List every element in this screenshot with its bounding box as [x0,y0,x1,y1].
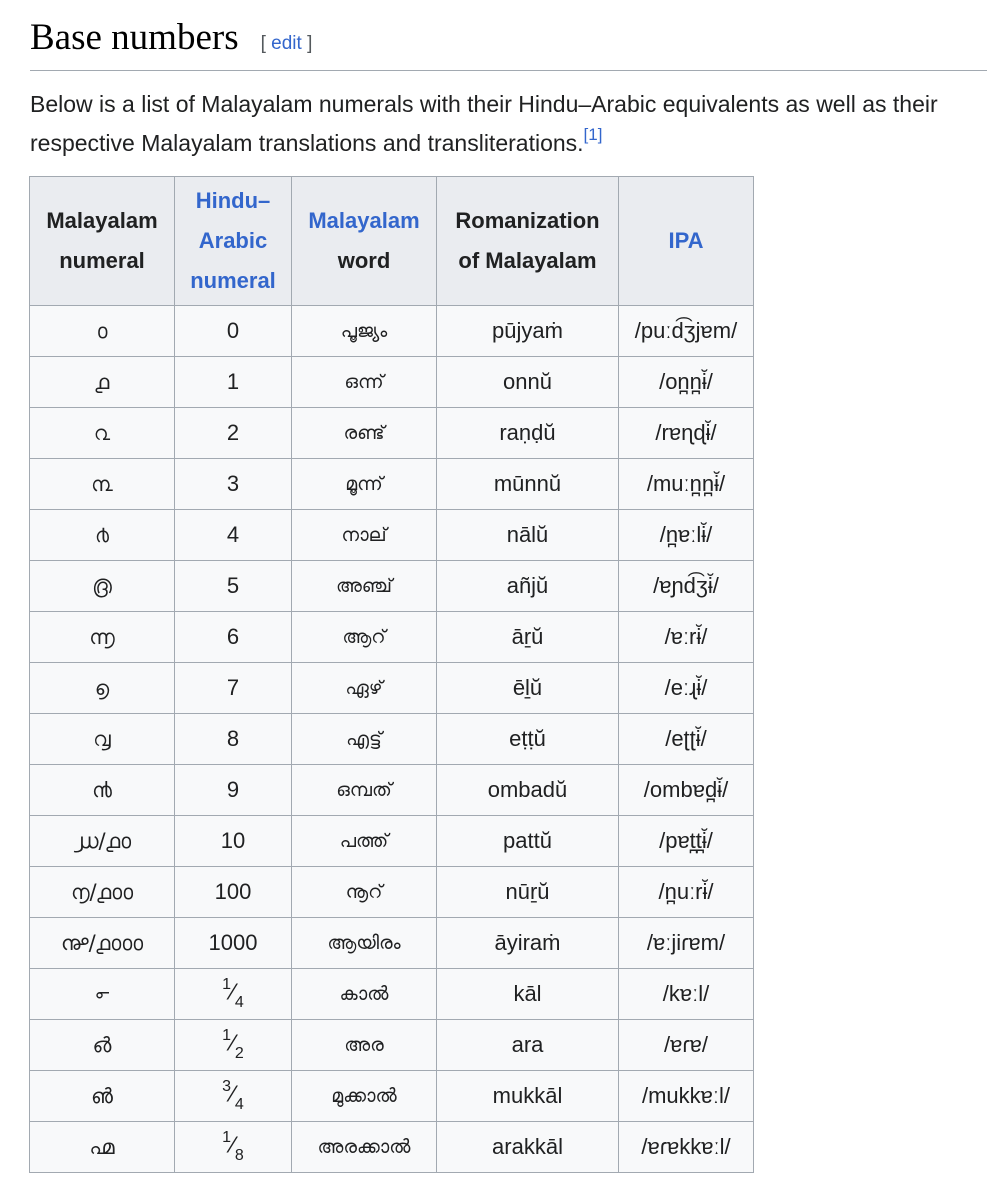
cell-word: രണ്ട് [292,408,437,459]
table-row [30,1020,754,1071]
cell-roman: āyiraṁ [437,918,619,969]
cell-ipa: /ɐɾɐ/ [619,1020,754,1071]
cell-numeral: ൬ [30,612,175,663]
cell-numeral: ൳ [30,969,175,1020]
cell-numeral: ൨ [30,408,175,459]
edit-link[interactable]: edit [271,33,302,54]
cell-arabic: 7 [175,663,292,714]
fraction-denominator: 4 [234,994,244,1012]
fraction-numerator: 1 [222,1128,232,1146]
cell-word: അര [292,1020,437,1071]
fraction-denominator: 4 [234,1096,244,1114]
cell-roman: ara [437,1020,619,1071]
cell-numeral: ൩ [30,459,175,510]
cell-ipa: /on̪n̪ɨ̆/ [619,357,754,408]
header-romanization [437,177,619,306]
cell-numeral: ൱/൧൦൦ [30,867,175,918]
table-row [30,867,754,918]
cell-word: പൂജ്യം [292,306,437,357]
cell-ipa: /muːn̪n̪ɨ̆/ [619,459,754,510]
header-malayalam-word [292,177,437,306]
cell-word: നാല് [292,510,437,561]
cell-numeral: ൲/൧൦൦൦ [30,918,175,969]
cell-arabic: 10 [175,816,292,867]
cell-arabic: 9 [175,765,292,816]
cell-arabic: 6 [175,612,292,663]
cell-ipa: /puːd͡ʒjɐm/ [619,306,754,357]
header-text: numeral [59,248,145,273]
cell-arabic: 8 [175,714,292,765]
cell-roman: pattŭ [437,816,619,867]
cell-word: നൂറ് [292,867,437,918]
cell-arabic: 5 [175,561,292,612]
edit-bracket-open: [ [260,33,272,54]
cell-roman: mūnnŭ [437,459,619,510]
cell-roman: ēḻŭ [437,663,619,714]
cell-roman: arakkāl [437,1122,619,1173]
fraction-numerator: 1 [222,975,232,993]
header-text: numeral [190,268,276,293]
malayalam-link[interactable]: Malayalam [308,208,420,233]
table-row [30,612,754,663]
cell-ipa: /rɐɳɖɨ̆/ [619,408,754,459]
cell-ipa: /ɐːjiɾɐm/ [619,918,754,969]
cell-ipa: /ombɐd̪ɨ̆/ [619,765,754,816]
cell-numeral: ൦ [30,306,175,357]
header-hindu-arabic-numeral [175,177,292,306]
fraction-denominator: 2 [234,1045,244,1063]
numerals-table [29,176,754,1173]
table-row [30,459,754,510]
cell-roman: pūjyaṁ [437,306,619,357]
table-row [30,714,754,765]
table-row [30,561,754,612]
cell-numeral: ൭ [30,663,175,714]
header-text: word [337,248,391,273]
intro-text: Below is a list of Malayalam numerals with their Hindu–Arabic equivalents as well as their respective Malayalam translations and transliterations. [30,91,938,156]
cell-arabic-fraction: $^1⁄_4$ [175,969,292,1020]
cell-ipa: /n̪uːrɨ̆/ [619,867,754,918]
table-row [30,765,754,816]
cell-numeral: ൴ [30,1020,175,1071]
table-row [30,357,754,408]
cell-numeral: ൪ [30,510,175,561]
cell-word: ആയിരം [292,918,437,969]
cell-word: അഞ്ച് [292,561,437,612]
cell-roman: raṇḍŭ [437,408,619,459]
hindu-arabic-link[interactable] [190,188,276,293]
cell-ipa: /eːɻɨ̆/ [619,663,754,714]
table-header-row [30,177,754,306]
cell-roman: onnŭ [437,357,619,408]
fraction-denominator: 8 [234,1147,244,1165]
cell-word: കാൽ [292,969,437,1020]
table-row [30,816,754,867]
section-heading-row [30,0,987,71]
table-row [30,1071,754,1122]
cell-ipa: /ɐːrɨ̆/ [619,612,754,663]
page [0,0,987,163]
cell-ipa: /ɐɾɐkkɐːl/ [619,1122,754,1173]
table-row [30,969,754,1020]
cell-numeral: ൵ [30,1071,175,1122]
cell-numeral: ൮ [30,714,175,765]
cell-roman: eṭṭŭ [437,714,619,765]
cell-arabic: 1 [175,357,292,408]
cell-ipa: /n̪ɐːlɨ̆/ [619,510,754,561]
cell-word: അരക്കാൽ [292,1122,437,1173]
cell-arabic-fraction: $^1⁄_8$ [175,1122,292,1173]
cell-arabic: 3 [175,459,292,510]
fraction-numerator: 1 [222,1026,232,1044]
cell-arabic: 2 [175,408,292,459]
header-text: Romanization [455,208,600,233]
cell-word: ഒന്ന് [292,357,437,408]
table-row [30,510,754,561]
cell-arabic: 100 [175,867,292,918]
header-text: Arabic [198,228,268,253]
table-row [30,306,754,357]
table-row [30,663,754,714]
cell-word: ഒമ്പത് [292,765,437,816]
cell-word: പത്ത് [292,816,437,867]
cell-word: ഏഴ് [292,663,437,714]
cell-word: മൂന്ന് [292,459,437,510]
cell-arabic-fraction: $^3⁄_4$ [175,1071,292,1122]
table-row [30,408,754,459]
reference-superscript [584,125,603,144]
edit-section [261,33,313,55]
cell-roman: añjŭ [437,561,619,612]
cell-arabic: 4 [175,510,292,561]
table-row [30,918,754,969]
cell-ipa: /ɐɲd͡ʒɨ̆/ [619,561,754,612]
header-ipa [619,177,754,306]
header-text: Hindu– [195,188,271,213]
cell-roman: ombadŭ [437,765,619,816]
cell-numeral: ൰/൧൦ [30,816,175,867]
cell-arabic: 1000 [175,918,292,969]
ipa-link[interactable]: IPA [668,228,704,253]
cell-roman: kāl [437,969,619,1020]
cell-numeral: ൧ [30,357,175,408]
header-text: Malayalam [46,208,158,233]
cell-arabic-fraction: $^1⁄_2$ [175,1020,292,1071]
cell-ipa: /pɐt̪t̪ɨ̆/ [619,816,754,867]
cell-roman: mukkāl [437,1071,619,1122]
header-malayalam-numeral [30,177,175,306]
cell-roman: āṟŭ [437,612,619,663]
cell-roman: nūṟŭ [437,867,619,918]
cell-numeral: ൯ [30,765,175,816]
reference-link[interactable]: [1] [583,125,603,145]
cell-arabic: 0 [175,306,292,357]
fraction-numerator: 3 [222,1077,232,1095]
intro-paragraph [30,85,970,163]
cell-word: എട്ട് [292,714,437,765]
cell-numeral: ൫ [30,561,175,612]
edit-bracket-close: ] [301,33,313,54]
cell-ipa: /eʈʈɨ̆/ [619,714,754,765]
cell-roman: nālŭ [437,510,619,561]
cell-word: ആറ് [292,612,437,663]
cell-numeral: ൶ [30,1122,175,1173]
cell-ipa: /mukkɐːl/ [619,1071,754,1122]
cell-word: മുക്കാൽ [292,1071,437,1122]
cell-ipa: /kɐːl/ [619,969,754,1020]
section-title: Base numbers [30,17,239,58]
table-row [30,1122,754,1173]
header-text: of Malayalam [458,248,597,273]
